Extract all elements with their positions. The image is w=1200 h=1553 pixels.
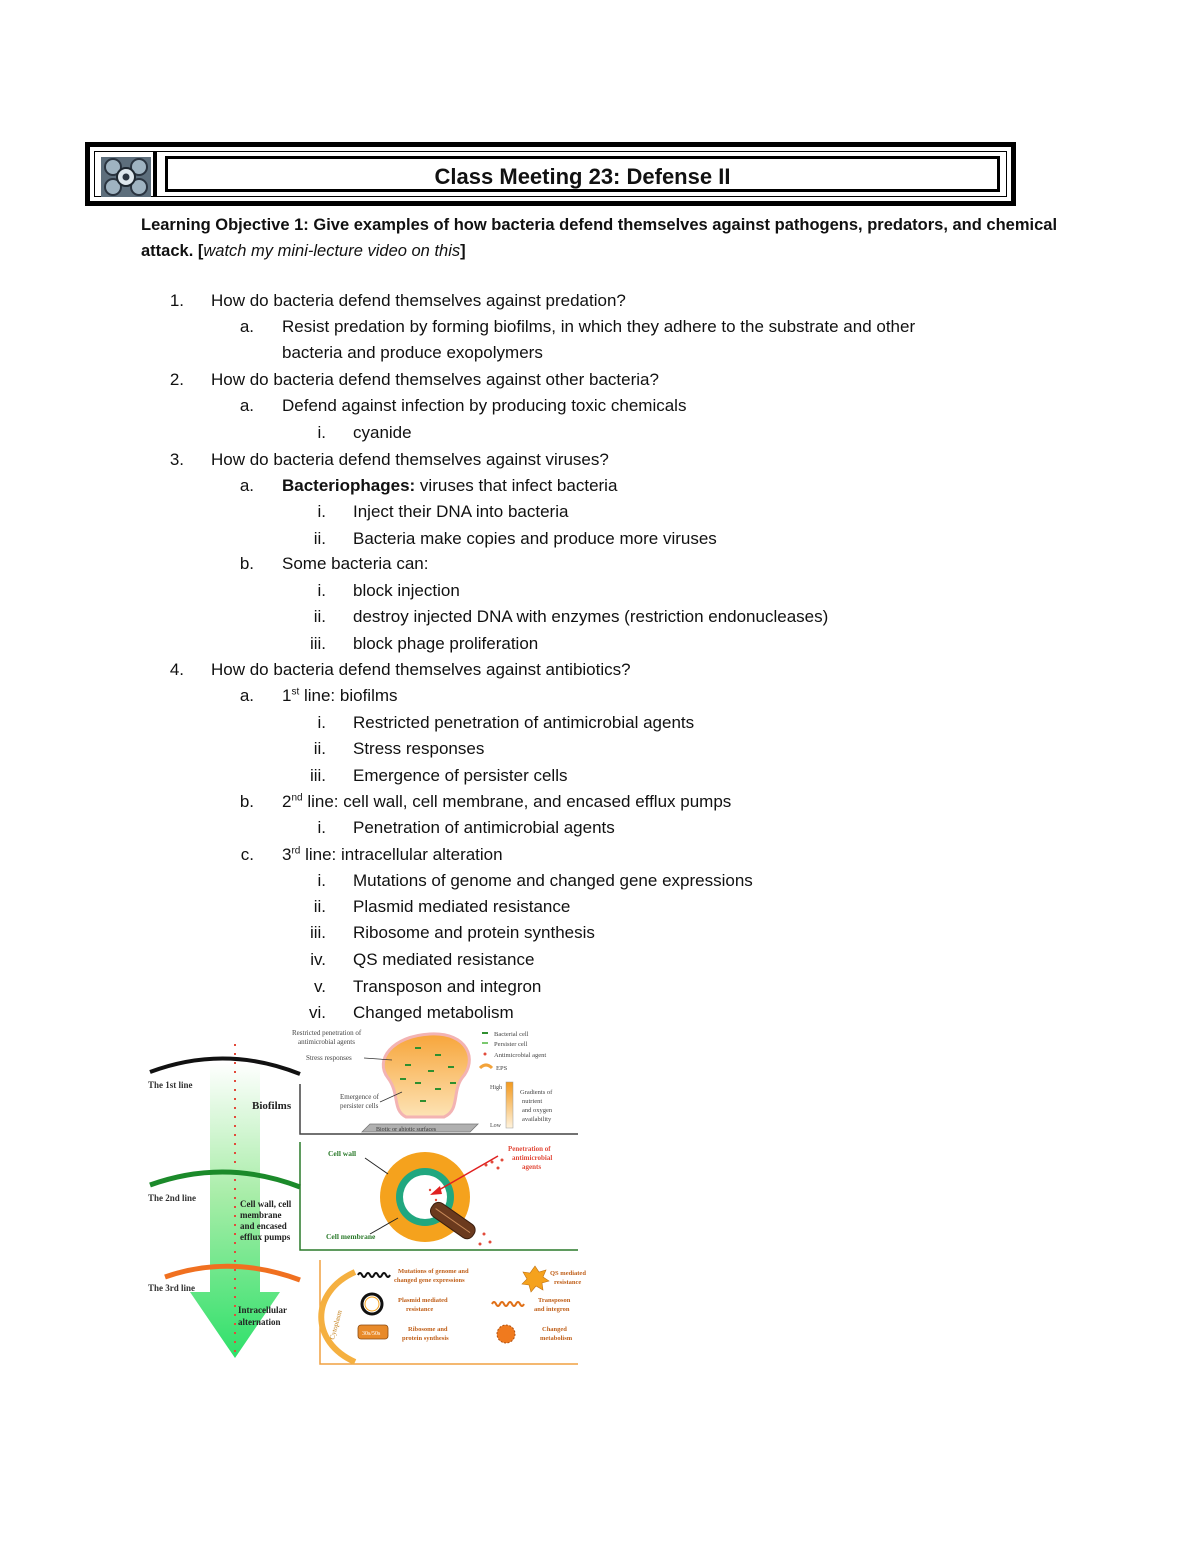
legend-bacterial-swatch	[482, 1032, 488, 1034]
outline-item-text	[353, 423, 412, 443]
legend-eps: EPS	[496, 1065, 508, 1072]
mutations-line1: Mutations of genome and	[398, 1268, 469, 1275]
cytoplasm-label: Cytoplasm	[328, 1309, 344, 1341]
outline-marker: b.	[239, 554, 254, 573]
outline-item-text	[353, 766, 567, 786]
emergence-line1: Emergence of	[340, 1093, 379, 1101]
ribosome-badge: 30s/50s	[362, 1331, 381, 1337]
outline-text: line: cell wall, cell membrane, and encased efflux pumps	[302, 792, 732, 811]
gradient-caption-1: Gradients of	[520, 1089, 553, 1096]
outline-item-text	[282, 396, 686, 416]
outline-marker: a.	[239, 686, 254, 705]
outline-text: Bacteria make copies and produce more viruses	[353, 529, 717, 548]
wall-label-line2: membrane	[240, 1210, 282, 1220]
outline-marker: iv.	[310, 950, 326, 969]
outline-item-text	[353, 977, 541, 997]
outline-marker: a.	[239, 476, 254, 495]
gradient-caption	[520, 1089, 553, 1123]
cell-wall-label: Cell wall	[328, 1149, 357, 1158]
outline-text: How do bacteria defend themselves against other bacteria?	[211, 370, 659, 389]
gradient-low: Low	[490, 1123, 501, 1129]
logo-box	[95, 152, 157, 196]
surface-label: Biotic or abiotic surfaces	[376, 1127, 437, 1133]
wall-membrane-label	[240, 1199, 292, 1242]
outline-item-text	[353, 529, 717, 549]
outline-item-text	[282, 845, 503, 865]
outline-marker: 4.	[169, 660, 184, 679]
ordinal-suffix: nd	[291, 792, 303, 804]
outline-marker: b.	[239, 792, 254, 811]
outline-text: cyanide	[353, 423, 412, 442]
outline-item-text	[353, 739, 484, 759]
outline-item-text	[353, 713, 694, 733]
outline-text: block phage proliferation	[353, 634, 539, 653]
outline-marker: a.	[239, 317, 254, 336]
outline-text: Defend against infection by producing toxic chemicals	[282, 396, 687, 415]
outline-marker: ii.	[313, 607, 326, 626]
objective-bold-text: Learning Objective 1: Give examples of how bacteria defend themselves against pathogens, predators, and chemical attack. [	[141, 216, 1058, 260]
third-line-label: The 3rd line	[148, 1283, 196, 1293]
outline-text: How do bacteria defend themselves against viruses?	[211, 450, 609, 469]
outline-text: Penetration of antimicrobial agents	[353, 818, 615, 837]
legend-agent: Antimicrobial agent	[494, 1052, 547, 1059]
ordinal-suffix: st	[291, 686, 300, 698]
qs-burst-icon	[522, 1266, 549, 1292]
outline-text: How do bacteria defend themselves against predation?	[211, 291, 626, 310]
wall-label-line3: and encased	[240, 1221, 287, 1231]
outline-text: Transposon and integron	[353, 977, 542, 996]
penetration-line3: agents	[522, 1163, 542, 1171]
outline-item-text	[353, 581, 460, 601]
outline-text: Resist predation by forming biofilms, in which they adhere to the substrate and other	[282, 317, 916, 336]
outline-marker: ii.	[313, 897, 326, 916]
outline-item-text	[282, 476, 617, 496]
outline-text: Inject their DNA into bacteria	[353, 502, 569, 521]
outline-text: line: biofilms	[299, 686, 398, 705]
ordinal-number: 1	[282, 686, 292, 705]
outline-item-text	[282, 792, 731, 812]
outline-marker: i.	[317, 871, 326, 890]
changed-line1: Changed	[542, 1326, 567, 1333]
outline-marker: i.	[317, 713, 326, 732]
legend-persister-swatch	[482, 1042, 488, 1044]
biofilm-legend	[480, 1031, 546, 1072]
legend-bacterial: Bacterial cell	[494, 1031, 529, 1038]
second-line-label: The 2nd line	[148, 1193, 197, 1203]
outline-item-text	[211, 450, 609, 470]
antibiotic-defense-figure	[130, 1022, 586, 1368]
gradient-caption-2: nutrient	[522, 1098, 543, 1105]
intracellular-line1: Intracellular	[238, 1305, 287, 1315]
objective-end-bracket: ]	[460, 242, 466, 260]
outline-item-text	[353, 897, 570, 917]
biofilm-annotations	[292, 1029, 380, 1110]
cells-logo-icon	[99, 155, 153, 199]
cell-membrane-label: Cell membrane	[326, 1232, 376, 1241]
qs-label	[550, 1270, 586, 1286]
biofilm-mound	[383, 1034, 469, 1117]
ordinal-number: 2	[282, 792, 292, 811]
outline-item-text	[353, 871, 753, 891]
ribosome-label	[402, 1326, 449, 1342]
legend-agent-swatch	[484, 1053, 487, 1056]
plasmid-inner-ring	[365, 1297, 379, 1311]
changed-label	[540, 1326, 573, 1342]
emergence-line2: persister cells	[340, 1102, 379, 1110]
page-title: Class Meeting 23: Defense II	[165, 156, 1000, 192]
outline-marker: 3.	[169, 450, 184, 469]
outline-text: block injection	[353, 581, 460, 600]
outline-marker: c.	[240, 845, 254, 864]
dna-mutation-icon	[358, 1273, 390, 1277]
outline-text: Some bacteria can:	[282, 554, 429, 573]
ribosome-line2: protein synthesis	[402, 1335, 449, 1342]
outline-item-text	[353, 1003, 514, 1023]
penetration-line2: antimicrobial	[512, 1154, 553, 1162]
outline-text: Emergence of persister cells	[353, 766, 568, 785]
outline-item-text	[353, 950, 534, 970]
outline-marker: ii.	[313, 529, 326, 548]
restricted-line2: antimicrobial agents	[298, 1038, 355, 1046]
plasmid-label	[398, 1297, 448, 1313]
plasmid-line2: resistance	[406, 1306, 434, 1313]
outline-marker: i.	[317, 818, 326, 837]
ordinal-suffix: rd	[291, 845, 301, 857]
outline-item-text	[353, 634, 538, 654]
outline-marker: 2.	[169, 370, 184, 389]
qs-line2: resistance	[554, 1279, 582, 1286]
cell-wall-pointer	[365, 1158, 388, 1174]
metabolism-icon	[497, 1325, 515, 1343]
outline-marker: v.	[314, 977, 326, 996]
outline-text: Ribosome and protein synthesis	[353, 923, 595, 942]
outline-marker: iii.	[309, 923, 326, 942]
transposon-label	[534, 1297, 571, 1313]
outline-text: Stress responses	[353, 739, 485, 758]
outline-marker: iii.	[309, 766, 326, 785]
outline-bold-term: Bacteriophages:	[282, 476, 416, 495]
mutations-line2: changed gene expressions	[394, 1277, 465, 1284]
wall-label-line1: Cell wall, cell	[240, 1199, 292, 1209]
header-inner-frame	[94, 151, 1007, 197]
outline-item-text	[282, 554, 428, 574]
first-line-label: The 1st line	[148, 1080, 193, 1090]
gradient-scale	[506, 1082, 513, 1128]
outline-text: Changed metabolism	[353, 1003, 514, 1022]
transposon-line2: and integron	[534, 1306, 570, 1313]
outline-marker: ii.	[313, 739, 326, 758]
legend-persister: Persister cell	[494, 1041, 528, 1048]
ordinal-number: 3	[282, 845, 292, 864]
transposon-icon	[492, 1302, 524, 1306]
gradient-caption-3: and oxygen	[522, 1107, 553, 1114]
gradient-high: High	[490, 1085, 502, 1091]
outline-marker: a.	[239, 396, 254, 415]
stress-label: Stress responses	[306, 1054, 352, 1062]
outline-item-text	[282, 686, 398, 706]
outline-marker: i.	[317, 423, 326, 442]
penetration-label	[508, 1145, 552, 1171]
restricted-line1: Restricted penetration of	[292, 1029, 362, 1037]
outline-text: Mutations of genome and changed gene expressions	[353, 871, 753, 890]
ribosome-line1: Ribosome and	[408, 1326, 448, 1333]
outline-marker: vi.	[309, 1003, 326, 1022]
outline-item-text	[353, 923, 595, 943]
wall-label-line4: efflux pumps	[240, 1232, 291, 1242]
outline-text: destroy injected DNA with enzymes (restriction endonucleases)	[353, 607, 829, 626]
changed-line2: metabolism	[540, 1335, 573, 1342]
outline-marker: iii.	[309, 634, 326, 653]
qs-line1: QS mediated	[550, 1270, 586, 1277]
biofilms-label: Biofilms	[252, 1100, 292, 1112]
gradient-caption-4: availability	[522, 1116, 552, 1123]
learning-objective	[141, 212, 1071, 264]
outline-marker: i.	[317, 502, 326, 521]
objective-italic-text: watch my mini-lecture video on this	[203, 242, 461, 260]
outline-marker: 1.	[169, 291, 184, 310]
penetration-line1: Penetration of	[508, 1145, 551, 1153]
outline-item-text	[211, 660, 631, 680]
outline-item-text	[353, 818, 615, 838]
outline-text: Plasmid mediated resistance	[353, 897, 571, 916]
outline-text: viruses that infect bacteria	[415, 476, 618, 495]
outline-item-text	[353, 502, 568, 522]
transposon-line1: Transposon	[538, 1297, 571, 1304]
outline-text: line: intracellular alteration	[300, 845, 503, 864]
outline-item-text	[282, 317, 915, 337]
outline-item-text	[211, 370, 659, 390]
legend-eps-swatch	[480, 1065, 492, 1068]
outline-item-text	[211, 291, 626, 311]
outline-text: QS mediated resistance	[353, 950, 535, 969]
plasmid-line1: Plasmid mediated	[398, 1297, 448, 1304]
outline-text: Restricted penetration of antimicrobial agents	[353, 713, 695, 732]
outline-item-text	[353, 607, 828, 627]
intracellular-line2: alternation	[238, 1317, 281, 1327]
outline-text: bacteria and produce exopolymers	[282, 343, 543, 362]
outline-item-text	[282, 343, 543, 363]
outline-text: How do bacteria defend themselves against antibiotics?	[211, 660, 631, 679]
header-frame	[85, 142, 1016, 206]
mutations-label	[394, 1268, 469, 1284]
outline-marker: i.	[317, 581, 326, 600]
